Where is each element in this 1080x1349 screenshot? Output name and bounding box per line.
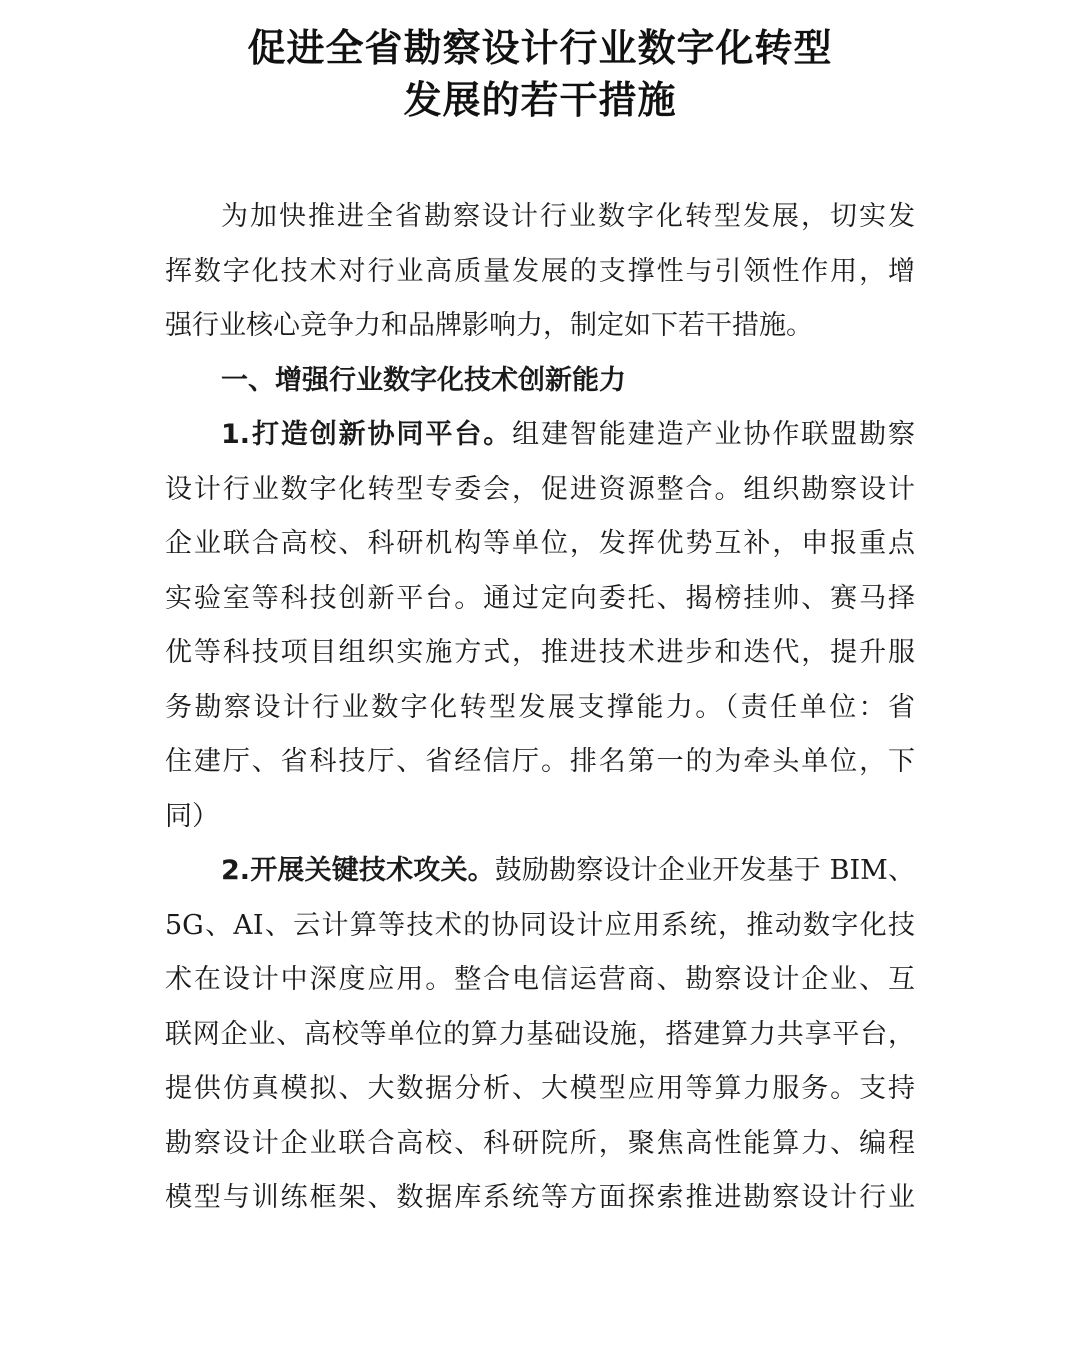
intro-line-2: 挥数字化技术对行业高质量发展的支撑性与引领性作用，增 <box>165 255 915 287</box>
document-body <box>165 190 915 1226</box>
item-1-line: 实验室等科技创新平台。通过定向委托、揭榜挂帅、赛马择 <box>165 582 915 614</box>
item-2-line: 5G、AI、云计算等技术的协同设计应用系统，推动数字化技 <box>165 909 915 941</box>
item-2-paragraph <box>165 844 915 1226</box>
item-1-line: 企业联合高校、科研机构等单位，发挥优势互补，申报重点 <box>165 528 915 559</box>
item-2-line: 术在设计中深度应用。整合电信运营商、勘察设计企业、互 <box>165 964 915 995</box>
intro-paragraph <box>165 190 915 354</box>
item-2-first-line-rest: 鼓励勘察设计企业开发基于 BIM、 <box>494 855 915 886</box>
item-2-first-line <box>165 844 915 899</box>
item-1-line: 优等科技项目组织实施方式，推进技术进步和迭代，提升服 <box>165 637 915 668</box>
item-1-paragraph <box>165 408 915 844</box>
item-1-first-line <box>165 408 915 463</box>
title-line-1: 促进全省勘察设计行业数字化转型 <box>247 26 833 70</box>
section-1-heading: 一、增强行业数字化技术创新能力 <box>221 364 626 396</box>
item-1-line: 设计行业数字化转型专委会，促进资源整合。组织勘察设计 <box>165 473 915 505</box>
item-1-line: 住建厅、省科技厅、省经信厅。排名第一的为牵头单位，下 <box>165 746 915 777</box>
item-2-line: 提供仿真模拟、大数据分析、大模型应用等算力服务。支持 <box>165 1073 915 1104</box>
item-1-line: 同） <box>165 800 219 832</box>
intro-line-1: 为加快推进全省勘察设计行业数字化转型发展，切实发 <box>221 201 915 232</box>
item-1-first-line-rest: 组建智能建造产业协作联盟勘察 <box>512 419 915 450</box>
title-line-2: 发展的若干措施 <box>403 78 677 122</box>
item-1-line: 务勘察设计行业数字化转型发展支撑能力。（责任单位：省 <box>165 691 915 723</box>
item-2-line: 模型与训练框架、数据库系统等方面探索推进勘察设计行业 <box>165 1182 915 1213</box>
item-2-line: 勘察设计企业联合高校、科研院所，聚焦高性能算力、编程 <box>165 1127 915 1159</box>
item-2-line: 联网企业、高校等单位的算力基础设施，搭建算力共享平台， <box>165 1018 915 1050</box>
item-1-lead: 1.打造创新协同平台。 <box>221 419 513 450</box>
intro-line-3: 强行业核心竞争力和品牌影响力，制定如下若干措施。 <box>165 310 813 341</box>
item-2-lead: 2.开展关键技术攻关。 <box>221 855 495 886</box>
document-title <box>0 22 1080 126</box>
